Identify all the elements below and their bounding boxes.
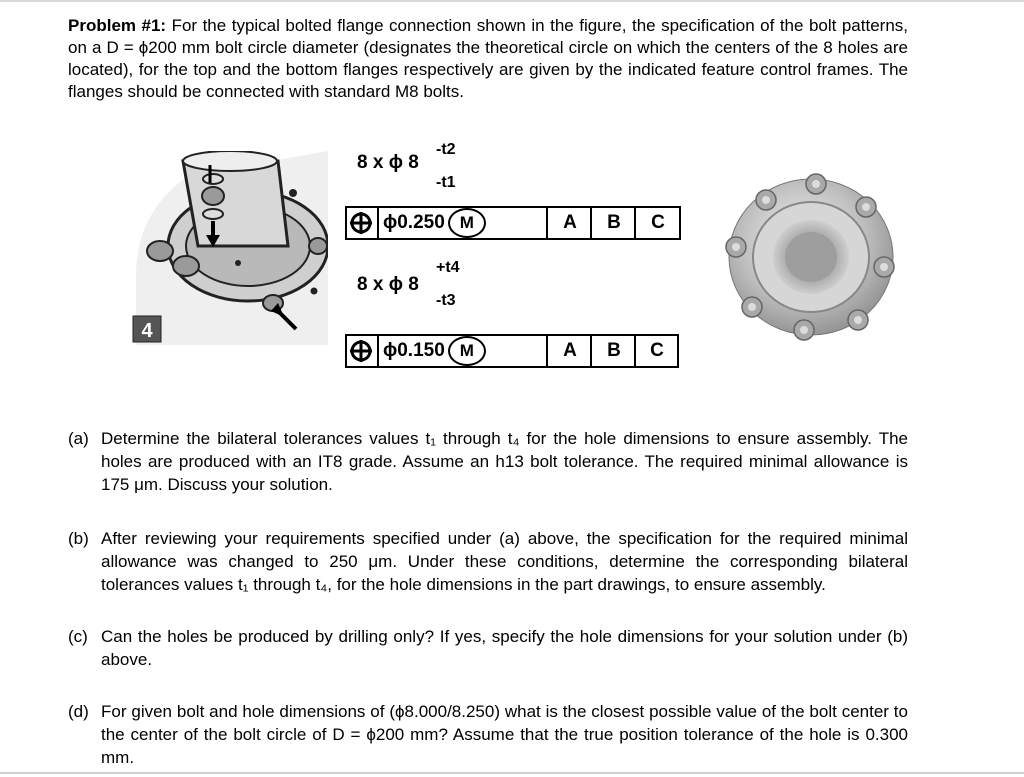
- bottom-upper-tol: +t4: [436, 259, 460, 276]
- top-tolerance-value: ϕ0.250: [383, 212, 445, 233]
- question-b-label: (b): [68, 529, 89, 548]
- bottom-datum-c: C: [634, 336, 678, 366]
- top-upper-tol: -t2: [436, 141, 456, 158]
- top-mmc-modifier: M: [448, 208, 486, 238]
- question-c-text: Can the holes be produced by drilling only? If yes, specify the hole dimensions for your solution under (b) above.: [101, 627, 908, 669]
- bottom-lower-tol: -t3: [436, 292, 456, 309]
- question-c-label: (c): [68, 627, 88, 646]
- flange-cutaway-figure: [128, 151, 328, 345]
- question-d-text: For given bolt and hole dimensions of (ϕ8.000/8.250) what is the closest possible value of the bolt center to the center of the bolt circle of D = ϕ200 mm? Assume that the true position tolerance of the hole is 0.300 mm.: [101, 702, 908, 767]
- position-icon: [345, 336, 377, 366]
- top-datum-c: C: [634, 208, 680, 238]
- page-bottom-edge: [0, 772, 1024, 774]
- bottom-datum-b: B: [590, 336, 636, 366]
- bottom-tolerance-value: ϕ0.150: [383, 340, 445, 361]
- problem-statement: [68, 15, 908, 103]
- question-c: [68, 625, 908, 671]
- flange-photo: [716, 172, 896, 342]
- bottom-hole-spec: 8 x ϕ 8: [357, 274, 419, 295]
- question-b: [68, 527, 908, 596]
- bottom-mmc-modifier: M: [448, 336, 486, 366]
- question-d-label: (d): [68, 702, 89, 721]
- position-icon: [345, 208, 377, 238]
- question-d: [68, 700, 908, 769]
- top-datum-a: A: [546, 208, 592, 238]
- question-a: [68, 427, 908, 496]
- top-datum-b: B: [590, 208, 636, 238]
- top-hole-spec: 8 x ϕ 8: [357, 152, 419, 173]
- top-tolerance-cell: [377, 208, 553, 238]
- bottom-datum-a: A: [546, 336, 592, 366]
- problem-label: Problem #1:: [68, 16, 167, 35]
- callout-number: 4: [141, 320, 153, 342]
- question-a-text: Determine the bilateral tolerances values t₁ through t₄ for the hole dimensions to ensure assembly. The holes are produced with an IT8 grade. Assume an h13 bolt tolerance. The required minimal allowance is 175 μm. Discuss your solution.: [101, 429, 908, 494]
- problem-text: For the typical bolted flange connection shown in the figure, the specification of the bolt patterns, on a D = ϕ200 mm bolt circle diameter (designates the theoretical circle on which the centers of the 8 holes are located), for the top and the bottom flanges respectively are given by the indicated feature control frames. The flanges should be connected with standard M8 bolts.: [68, 16, 908, 101]
- question-b-text: After reviewing your requirements specified under (a) above, the specification for the required minimal allowance was changed to 250 μm. Under these conditions, determine the corresponding bilateral tolerances values t₁ through t₄, for the hole dimensions in the part drawings, to ensure assembly.: [101, 529, 908, 594]
- top-lower-tol: -t1: [436, 174, 456, 191]
- question-a-label: (a): [68, 429, 89, 448]
- page-top-edge: [0, 0, 1024, 2]
- bottom-tolerance-cell: [377, 336, 553, 366]
